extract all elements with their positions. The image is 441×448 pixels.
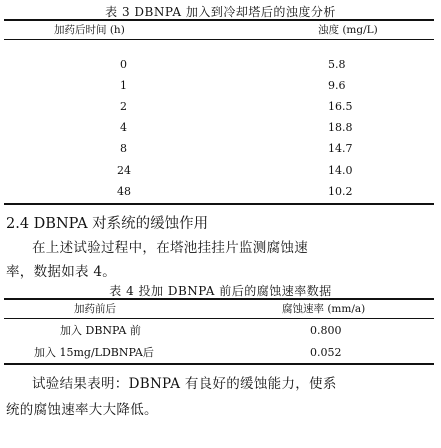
table4-header-row [4,300,434,318]
table-row [4,77,434,95]
paragraph2-line2: 统的腐蚀速率大大降低。 [6,402,158,418]
table3-cell-time: 4 [120,121,127,134]
table3-header-time: 加药后时间 (h) [54,24,125,36]
table3-cell-time: 8 [120,142,127,155]
table3-cell-turbidity: 9.6 [328,79,346,92]
table3-caption: 表 3 DBNPA 加入到冷却塔后的浊度分析 [105,5,336,19]
table3-header-turbidity: 浊度 (mg/L) [318,24,378,36]
table4-caption: 表 4 投加 DBNPA 前后的腐蚀速率数据 [109,284,332,298]
table-row [4,162,434,180]
table-row [4,140,434,158]
table3-header-row [4,21,434,39]
table-row [4,183,434,201]
table3-cell-time: 48 [117,185,131,198]
table4-bottom-rule [4,363,434,365]
table4-cell-stage: 加入 DBNPA 前 [60,324,141,337]
table4-cell-rate: 0.052 [310,346,342,359]
table3-header-rule [4,39,434,40]
table4-header-stage: 加药前后 [74,303,116,315]
paragraph1-line2: 率，数据如表 4。 [6,264,117,280]
table4-cell-stage: 加入 15mg/LDBNPA后 [34,346,154,359]
table3-bottom-rule [4,203,434,205]
table4-header-rule [4,318,434,319]
table4-header-rate: 腐蚀速率 (mm/a) [282,303,366,315]
table4-cell-rate: 0.800 [310,324,342,337]
table3-cell-time: 0 [120,58,127,71]
section-title: 2.4 DBNPA 对系统的缓蚀作用 [6,216,209,232]
table3-cell-turbidity: 16.5 [328,100,353,113]
table3-cell-turbidity: 18.8 [328,121,353,134]
table-row [4,119,434,137]
table3-cell-time: 24 [117,164,131,177]
table3-cell-time: 1 [120,79,127,92]
table3-cell-time: 2 [120,100,127,113]
table-row [4,98,434,116]
paragraph1-line1: 在上述试验过程中，在塔池挂挂片监测腐蚀速 [32,240,308,256]
table3-cell-turbidity: 14.7 [328,142,353,155]
table-row [4,322,434,340]
table3-cell-turbidity: 10.2 [328,185,353,198]
table-row [4,344,434,362]
table3-cell-turbidity: 14.0 [328,164,353,177]
paragraph2-line1: 试验结果表明：DBNPA 有良好的缓蚀能力，使系 [32,376,337,392]
table-row [4,56,434,74]
table3-cell-turbidity: 5.8 [328,58,346,71]
